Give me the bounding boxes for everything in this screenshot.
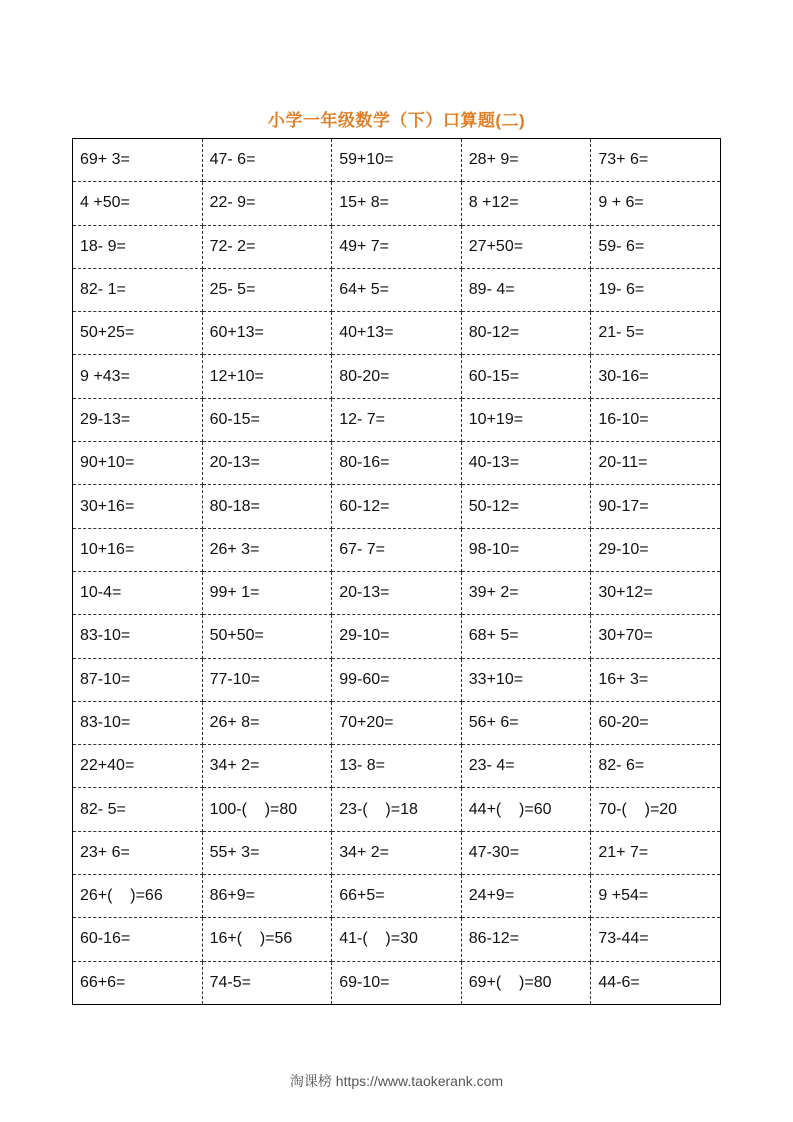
problem-cell: 60-12= — [332, 485, 462, 528]
table-row — [73, 139, 721, 182]
problem-cell: 72- 2= — [202, 225, 332, 268]
problem-cell: 30+70= — [591, 615, 721, 658]
problem-cell: 70-( )=20 — [591, 788, 721, 831]
problem-cell: 26+( )=66 — [73, 875, 203, 918]
table-row — [73, 442, 721, 485]
problem-cell: 30+16= — [73, 485, 203, 528]
problem-cell: 20-13= — [332, 571, 462, 614]
problem-cell: 66+5= — [332, 875, 462, 918]
footer-watermark: 淘课榜 https://www.taokerank.com — [289, 1073, 504, 1089]
table-row — [73, 745, 721, 788]
problem-cell: 10+19= — [461, 398, 591, 441]
problem-cell: 24+9= — [461, 875, 591, 918]
problem-cell: 20-11= — [591, 442, 721, 485]
problem-cell: 82- 6= — [591, 745, 721, 788]
problem-cell: 28+ 9= — [461, 139, 591, 182]
problem-cell: 12+10= — [202, 355, 332, 398]
table-row — [73, 182, 721, 225]
problem-cell: 39+ 2= — [461, 571, 591, 614]
problem-cell: 83-10= — [73, 701, 203, 744]
table-row — [73, 355, 721, 398]
problem-cell: 9 +54= — [591, 875, 721, 918]
problem-cell: 55+ 3= — [202, 831, 332, 874]
problem-cell: 66+6= — [73, 961, 203, 1004]
problem-cell: 68+ 5= — [461, 615, 591, 658]
problem-cell: 59- 6= — [591, 225, 721, 268]
problem-cell: 99+ 1= — [202, 571, 332, 614]
problem-cell: 23- 4= — [461, 745, 591, 788]
problem-cell: 10-4= — [73, 571, 203, 614]
problem-cell: 41-( )=30 — [332, 918, 462, 961]
problem-cell: 21+ 7= — [591, 831, 721, 874]
table-row — [73, 918, 721, 961]
table-row — [73, 831, 721, 874]
problem-cell: 77-10= — [202, 658, 332, 701]
problem-cell: 50+50= — [202, 615, 332, 658]
problem-cell: 69+( )=80 — [461, 961, 591, 1004]
problem-cell: 8 +12= — [461, 182, 591, 225]
problem-cell: 16+ 3= — [591, 658, 721, 701]
problem-cell: 80-20= — [332, 355, 462, 398]
problem-cell: 10+16= — [73, 528, 203, 571]
problem-cell: 13- 8= — [332, 745, 462, 788]
problem-cell: 74-5= — [202, 961, 332, 1004]
table-row — [73, 788, 721, 831]
problem-cell: 49+ 7= — [332, 225, 462, 268]
problem-cell: 80-16= — [332, 442, 462, 485]
table-row — [73, 398, 721, 441]
worksheet-title: 小学一年级数学（下）口算题(二) — [267, 111, 526, 130]
table-row — [73, 312, 721, 355]
problem-cell: 69-10= — [332, 961, 462, 1004]
problem-cell: 22- 9= — [202, 182, 332, 225]
problem-cell: 56+ 6= — [461, 701, 591, 744]
problem-cell: 59+10= — [332, 139, 462, 182]
problem-cell: 60-15= — [461, 355, 591, 398]
problem-cell: 50-12= — [461, 485, 591, 528]
problem-cell: 40-13= — [461, 442, 591, 485]
problem-cell: 73+ 6= — [591, 139, 721, 182]
problem-cell: 47-30= — [461, 831, 591, 874]
problem-cell: 4 +50= — [73, 182, 203, 225]
table-row — [73, 701, 721, 744]
table-row — [73, 485, 721, 528]
problem-cell: 15+ 8= — [332, 182, 462, 225]
problem-cell: 90-17= — [591, 485, 721, 528]
problem-cell: 60-20= — [591, 701, 721, 744]
problem-cell: 44-6= — [598, 973, 640, 991]
problem-cell: 33+10= — [461, 658, 591, 701]
table-row — [73, 268, 721, 311]
problem-cell: 99-60= — [332, 658, 462, 701]
problem-cell: 27+50= — [461, 225, 591, 268]
problem-cell: 23+ 6= — [73, 831, 203, 874]
problem-cell: 26+ 8= — [202, 701, 332, 744]
problem-cell: 30+12= — [591, 571, 721, 614]
problem-cell: 20-13= — [202, 442, 332, 485]
problem-cell: 80-18= — [202, 485, 332, 528]
problem-cell: 34+ 2= — [202, 745, 332, 788]
problem-cell: 25- 5= — [202, 268, 332, 311]
problem-cell: 69+ 3= — [73, 139, 203, 182]
problem-cell: 98-10= — [461, 528, 591, 571]
problem-cell: 30-16= — [591, 355, 721, 398]
problem-cell: 44+( )=60 — [461, 788, 591, 831]
problem-cell: 82- 1= — [73, 268, 203, 311]
problem-cell: 70+20= — [332, 701, 462, 744]
problem-cell: 23-( )=18 — [332, 788, 462, 831]
problem-cell: 16-10= — [591, 398, 721, 441]
problem-cell: 29-10= — [332, 615, 462, 658]
problem-cell: 86-12= — [461, 918, 591, 961]
problem-cell: 29-10= — [591, 528, 721, 571]
problem-cell: 73-44= — [591, 918, 721, 961]
problem-cell: 22+40= — [73, 745, 203, 788]
problem-cell: 40+13= — [332, 312, 462, 355]
problem-cell: 100-( )=80 — [202, 788, 332, 831]
problem-cell: 34+ 2= — [332, 831, 462, 874]
problem-cell: 16+( )=56 — [202, 918, 332, 961]
problem-cell: 19- 6= — [591, 268, 721, 311]
problem-cell: 21- 5= — [591, 312, 721, 355]
problem-cell: 89- 4= — [461, 268, 591, 311]
problem-cell: 9 +43= — [73, 355, 203, 398]
problem-cell: 60-16= — [73, 918, 203, 961]
problem-cell: 82- 5= — [73, 788, 203, 831]
problem-cell: 80-12= — [461, 312, 591, 355]
problem-cell: 12- 7= — [332, 398, 462, 441]
problem-cell: 83-10= — [73, 615, 203, 658]
problem-cell: 47- 6= — [202, 139, 332, 182]
problem-cell: 29-13= — [73, 398, 203, 441]
table-row — [73, 615, 721, 658]
problem-cell: 87-10= — [73, 658, 203, 701]
problem-cell: 9 + 6= — [591, 182, 721, 225]
problem-cell: 64+ 5= — [332, 268, 462, 311]
table-row — [73, 658, 721, 701]
table-row — [73, 961, 721, 1004]
problem-cell: 90+10= — [73, 442, 203, 485]
problem-cell: 60-15= — [202, 398, 332, 441]
table-row — [73, 571, 721, 614]
arithmetic-table — [72, 138, 721, 1005]
arithmetic-table-body — [73, 139, 721, 1005]
problem-cell: 26+ 3= — [202, 528, 332, 571]
table-row — [73, 225, 721, 268]
table-row — [73, 528, 721, 571]
table-row — [73, 875, 721, 918]
problem-cell: 67- 7= — [332, 528, 462, 571]
problem-cell: 86+9= — [202, 875, 332, 918]
problem-cell: 50+25= — [73, 312, 203, 355]
problem-cell: 18- 9= — [73, 225, 203, 268]
problem-cell: 60+13= — [202, 312, 332, 355]
